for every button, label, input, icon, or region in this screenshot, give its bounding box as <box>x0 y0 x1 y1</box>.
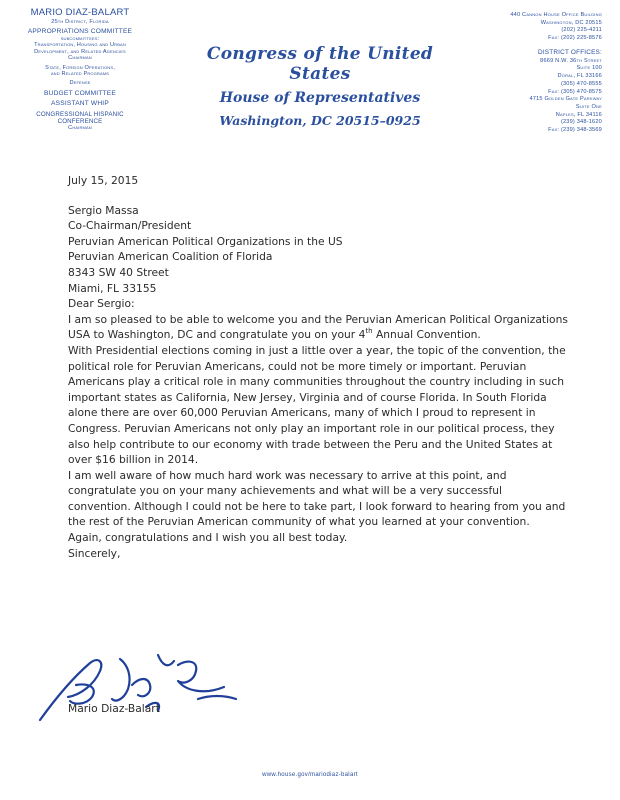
doral-fax: Fax: (305) 470-8575 <box>548 88 602 95</box>
subcommittee-2: Development, and Related Agencies <box>34 48 126 55</box>
addressee-line: Co-Chairman/President <box>68 219 192 233</box>
paragraph-1-end: Annual Convention. <box>372 328 481 342</box>
letter-body <box>68 173 568 561</box>
closing: Sincerely, <box>68 546 121 560</box>
doral-suite: Suite 100 <box>576 65 602 72</box>
naples-street: 4715 Golden Gate Parkway <box>529 96 602 103</box>
appropriations-committee: APPROPRIATIONS COMMITTEE <box>27 28 133 36</box>
paragraph-1-text: I am so pleased to be able to welcome you and the Peruvian American Political Organizations USA to Washington, DC and congratulate you on your 4 <box>68 312 568 342</box>
signature <box>28 625 268 745</box>
congress-title: Congress of the United States <box>206 44 434 84</box>
naples-city: Naples, FL 34116 <box>555 111 602 118</box>
subcommittee-3: State, Foreign Operations, <box>45 64 115 71</box>
dc-fax: Fax: (202) 225-8576 <box>548 35 602 42</box>
subcommittee-2-role: Chairman <box>68 55 92 62</box>
dc-office: 440 Cannon House Office Building <box>510 12 602 18</box>
subcommittee-5: Defense <box>69 80 91 87</box>
subcommittees-label: subcommittees: <box>60 35 100 42</box>
naples-phone: (239) 348-1620 <box>560 119 602 126</box>
doral-street: 8669 N.W. 36th Street <box>540 57 602 64</box>
assistant-whip: ASSISTANT WHIP <box>51 100 109 108</box>
doral-city: Doral, FL 33166 <box>557 73 602 80</box>
house-title: House of Representatives <box>219 90 421 106</box>
addressee-line: Peruvian American Political Organizations in the US <box>68 234 343 248</box>
signer-name: Mario Diaz-Balart <box>68 702 160 715</box>
district: 25th District, Florida <box>51 18 109 25</box>
dc-phone: (202) 225-4211 <box>561 27 602 34</box>
addressee-line: 8343 SW 40 Street <box>68 265 169 279</box>
addressee-line: Peruvian American Coalition of Florida <box>68 250 273 264</box>
addressee-block <box>68 203 568 297</box>
district-offices-label: DISTRICT OFFICES: <box>538 48 602 56</box>
ordinal-suffix: th <box>365 326 373 335</box>
addressee-line: Sergio Massa <box>68 203 139 217</box>
paragraph-4: Again, congratulations and I wish you all best today. <box>68 531 348 545</box>
member-name: MARIO DIAZ-BALART <box>30 7 130 18</box>
hispanic-conference-role: Chairman <box>68 125 92 132</box>
letterhead-title <box>175 44 465 128</box>
letter-date: July 15, 2015 <box>68 174 139 187</box>
left-header-column <box>14 8 146 132</box>
paragraph-2: With Presidential elections coming in just a little over a year, the topic of the convention, the political role for Peruvian Americans, could not be more timely or important. Peruvian Americans play a critical role in many communities throughout the country including in such important states as California, New Jersey, Virginia and of course Florida. In South Florida alone there are over 60,000 Peruvian Americans, many of which I proud to represent in Congress. Peruvian Americans not only play an important role in our political process, they also help contribute to our economy with trade between the Peru and the United States at over $16 billion in 2014. <box>68 343 566 467</box>
dc-city: Washington, DC 20515 <box>540 19 602 26</box>
paragraph-3: I am well aware of how much hard work was necessary to arrive at this point, and congratulate you on your many achievements and what will be a very successful convention. Although I could not be here to take part, I look forward to hearing from you and the rest of the Peruvian American community of what you learned at your convention. <box>68 468 566 529</box>
subcommittee-1: Transportation, Housing and Urban <box>34 42 126 49</box>
budget-committee: BUDGET COMMITTEE <box>44 89 116 97</box>
hispanic-conference: CONGRESSIONAL HISPANIC CONFERENCE <box>36 111 124 126</box>
subcommittee-4: and Related Programs <box>50 71 110 78</box>
doral-phone: (305) 470-8555 <box>560 80 602 87</box>
greeting: Dear Sergio: <box>68 297 135 311</box>
washington-address: Washington, DC 20515–0925 <box>219 113 421 128</box>
naples-fax: Fax: (239) 348-3569 <box>548 127 602 134</box>
footer-website: www.house.gov/mariodiaz-balart <box>262 772 358 778</box>
right-header-column <box>472 12 602 135</box>
paragraph-1 <box>68 312 568 343</box>
addressee-line: Miami, FL 33155 <box>68 281 157 295</box>
naples-suite: Suite One <box>575 104 602 111</box>
